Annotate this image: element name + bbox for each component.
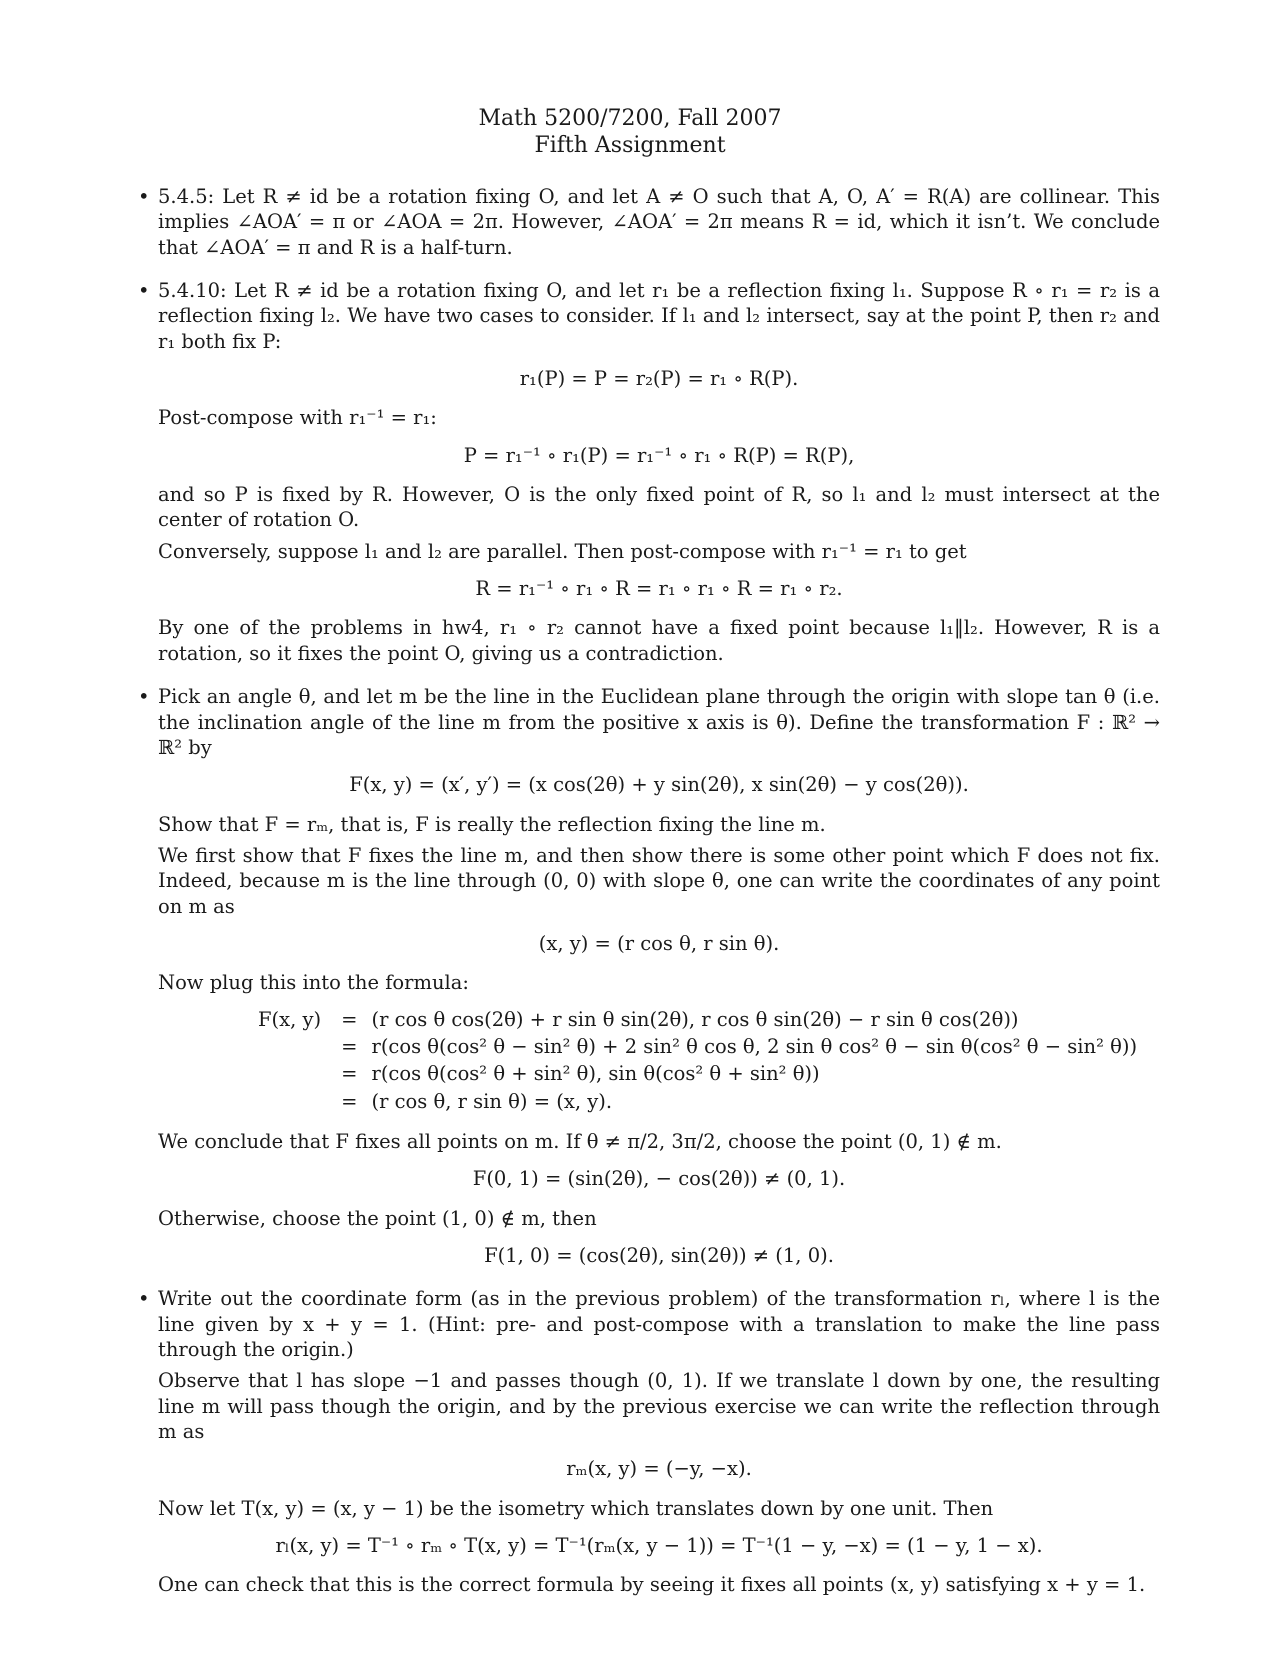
problem-reflection-formula	[140, 684, 1160, 1268]
display-equation: P = r₁⁻¹ ∘ r₁(P) = r₁⁻¹ ∘ r₁ ∘ R(P) = R(P),	[463, 443, 855, 467]
document-title	[0, 106, 1260, 160]
bullet-marker: •	[138, 185, 150, 208]
equals-sign: =	[341, 1062, 358, 1086]
problem-paragraph: Pick an angle θ, and let m be the line in the Euclidean plane through the origin with slope tan θ (i.e. the inclination angle of the line m from the positive x axis is θ). Define the transformation F : ℝ² → ℝ² by	[158, 685, 1160, 759]
display-equation: rₘ(x, y) = (−y, −x).	[566, 1457, 752, 1481]
problem-paragraph: Now let T(x, y) = (x, y − 1) be the isometry which translates down by one unit. Then	[158, 1496, 994, 1520]
equals-sign: =	[341, 1034, 358, 1058]
bullet-marker: •	[138, 1287, 150, 1311]
problem-paragraph: Write out the coordinate form (as in the previous problem) of the transformation rₗ, where l is the line given by x + y = 1. (Hint: pre- and post-compose with a translation to make the line pass through the origin.)	[158, 1287, 1160, 1362]
problem-paragraph: 5.4.10: Let R ≠ id be a rotation fixing O, and let r₁ be a reflection fixing l₁. Suppose R ∘ r₁ = r₂ is a reflection fixing l₂. We have two cases to consider. If l₁ and l₂ intersect, say at the point P, then r₂ and r₁ both fix P:	[158, 279, 1160, 353]
problem-paragraph: Show that F = rₘ, that is, F is really the reflection fixing the line m.	[158, 812, 826, 836]
aligned-derivation	[258, 1006, 1137, 1115]
derivation-row	[258, 1006, 1137, 1033]
problem-paragraph: Now plug this into the formula:	[158, 971, 469, 995]
problem-paragraph: Post-compose with r₁⁻¹ = r₁:	[158, 406, 437, 430]
display-equation: F(x, y) = (x′, y′) = (x cos(2θ) + y sin(2θ), x sin(2θ) − y cos(2θ)).	[349, 773, 969, 797]
derivation-rhs: (r cos θ cos(2θ) + r sin θ sin(2θ), r cos θ sin(2θ) − r sin θ cos(2θ))	[371, 1007, 1019, 1031]
display-equation: F(1, 0) = (cos(2θ), sin(2θ)) ≠ (1, 0).	[484, 1244, 834, 1267]
equals-sign: =	[341, 1007, 358, 1031]
derivation-rhs: r(cos θ(cos² θ + sin² θ), sin θ(cos² θ + sin² θ))	[371, 1062, 820, 1086]
problem-paragraph: We conclude that F fixes all points on m. If θ ≠ π/2, 3π/2, choose the point (0, 1) ∉ m.	[158, 1129, 1002, 1153]
problem-paragraph: Otherwise, choose the point (1, 0) ∉ m, then	[158, 1206, 597, 1230]
problem-paragraph: Observe that l has slope −1 and passes though (0, 1). If we translate l down by one, the resulting line m will pass though the origin, and by the previous exercise we can write the reflection through m as	[158, 1369, 1160, 1444]
document-body	[140, 184, 1160, 1616]
derivation-rhs: r(cos θ(cos² θ − sin² θ) + 2 sin² θ cos θ, 2 sin θ cos² θ − sin θ(cos² θ − sin² θ))	[371, 1034, 1138, 1058]
derivation-row	[258, 1088, 1137, 1115]
derivation-row	[258, 1033, 1137, 1060]
problem-paragraph: 5.4.5: Let R ≠ id be a rotation fixing O, and let A ≠ O such that A, O, A′ = R(A) are collinear. This implies ∠AOA′ = π or ∠AOA = 2π. However, ∠AOA′ = 2π means R = id, which it isn’t. We conclude that ∠AOA′ = π and R is a half-turn.	[158, 185, 1160, 259]
bullet-marker: •	[138, 685, 150, 709]
display-equation: rₗ(x, y) = T⁻¹ ∘ rₘ ∘ T(x, y) = T⁻¹(rₘ(x, y − 1)) = T⁻¹(1 − y, −x) = (1 − y, 1 − x).	[275, 1534, 1043, 1558]
problem-5-4-5	[140, 184, 1160, 260]
problem-paragraph: Conversely, suppose l₁ and l₂ are parallel. Then post-compose with r₁⁻¹ = r₁ to get	[158, 539, 967, 563]
assignment-heading: Fifth Assignment	[534, 132, 726, 158]
display-equation: R = r₁⁻¹ ∘ r₁ ∘ R = r₁ ∘ r₁ ∘ R = r₁ ∘ r₂.	[475, 577, 843, 601]
problem-paragraph: We first show that F fixes the line m, and then show there is some other point which F does not fix. Indeed, because m is the line through (0, 0) with slope θ, one can write the coordinates of any point on m as	[158, 843, 1160, 918]
problem-5-4-10	[140, 278, 1160, 666]
problem-coordinate-form	[140, 1286, 1160, 1597]
display-equation: F(0, 1) = (sin(2θ), − cos(2θ)) ≠ (0, 1).	[472, 1167, 846, 1191]
derivation-rhs: (r cos θ, r sin θ) = (x, y).	[371, 1089, 613, 1113]
display-equation: (x, y) = (r cos θ, r sin θ).	[538, 931, 780, 955]
problem-paragraph: By one of the problems in hw4, r₁ ∘ r₂ cannot have a fixed point because l₁‖l₂. However, R is a rotation, so it fixes the point O, giving us a contradiction.	[158, 616, 1160, 665]
equals-sign: =	[341, 1089, 358, 1113]
display-equation: r₁(P) = P = r₂(P) = r₁ ∘ R(P).	[519, 367, 799, 391]
problem-paragraph: and so P is fixed by R. However, O is the only fixed point of R, so l₁ and l₂ must intersect at the center of rotation O.	[158, 483, 1160, 532]
derivation-row	[258, 1060, 1137, 1087]
derivation-lhs: F(x, y)	[258, 1007, 322, 1031]
course-heading: Math 5200/7200, Fall 2007	[478, 106, 782, 131]
problem-paragraph: One can check that this is the correct formula by seeing it fixes all points (x, y) satisfying x + y = 1.	[158, 1573, 1146, 1597]
bullet-marker: •	[138, 279, 150, 303]
